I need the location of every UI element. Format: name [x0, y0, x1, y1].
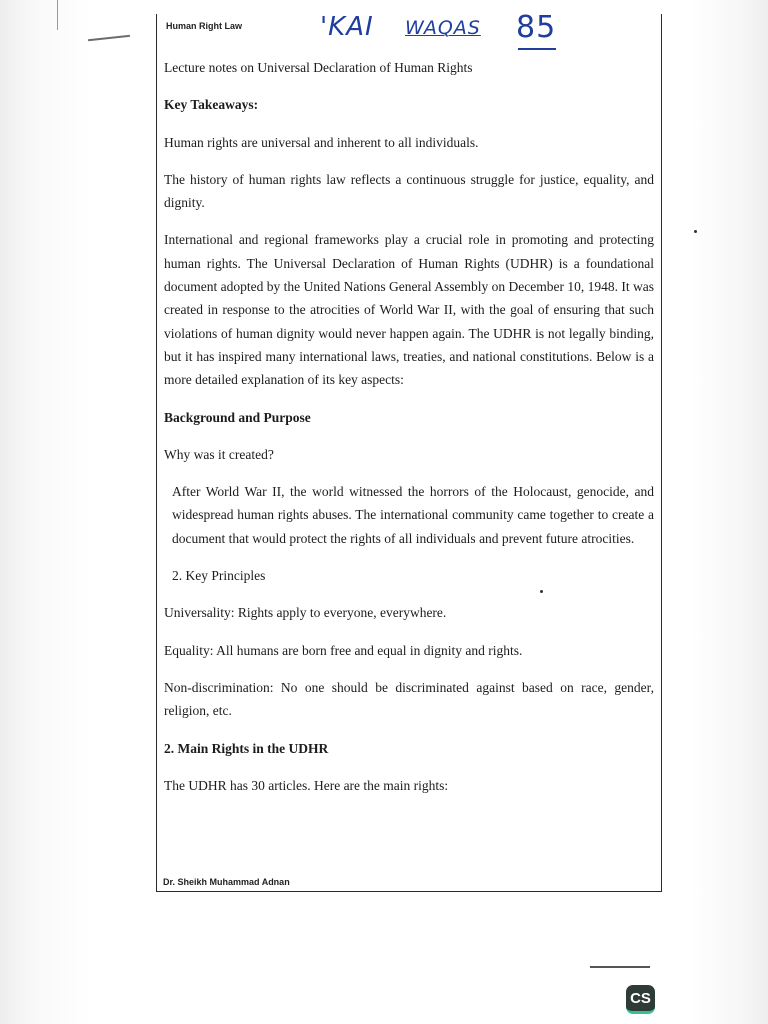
principle-non-discrimination: Non-discrimination: No one should be discriminated against based on race, gender, religion, etc.	[164, 679, 654, 719]
camscanner-logo-icon: CS	[626, 985, 655, 1014]
main-rights-heading: 2. Main Rights in the UDHR	[164, 740, 329, 756]
handwritten-roll-number: 85	[516, 10, 557, 45]
margin-line	[57, 0, 58, 30]
background-paragraph: After World War II, the world witnessed the horrors of the Holocaust, genocide, and widespread human rights abuses. The international community came together to create a document that would protect the rights of all individuals and prevent future atrocities.	[172, 484, 654, 546]
takeaway-history: The history of human rights law reflects a continuous struggle for justice, equality, and dignity.	[164, 171, 654, 211]
principle-universality: Universality: Rights apply to everyone, everywhere.	[164, 605, 447, 621]
key-principles-heading: 2. Key Principles	[172, 568, 266, 584]
key-takeaways-heading: Key Takeaways:	[164, 97, 259, 113]
takeaway-frameworks: International and regional frameworks play a crucial role in promoting and protecting human rights. The Universal Declaration of Human Rights (UDHR) is a foundational document adopted by the United Nations General Assembly on December 10, 1948. It was created in response to the atrocities of World War II, with the goal of ensuring that such violations of human dignity would never happen again. The UDHR is not legally binding, but it has inspired many international laws, treaties, and national constitutions. Below is a more detailed explanation of its key aspects:	[164, 232, 655, 388]
document-title: Lecture notes on Universal Declaration of Human Rights	[164, 60, 473, 75]
handwritten-name-first: 'KAI	[320, 12, 374, 42]
author-footer: Dr. Sheikh Muhammad Adnan	[163, 877, 290, 887]
document-body	[164, 56, 654, 797]
handwritten-name-second: WAQAS	[405, 17, 481, 39]
principle-equality: Equality: All humans are born free and equal in dignity and rights.	[164, 642, 523, 658]
speck	[694, 230, 697, 233]
takeaway-universal: Human rights are universal and inherent to all individuals.	[164, 134, 479, 150]
why-created-question: Why was it created?	[164, 446, 274, 462]
background-heading: Background and Purpose	[164, 409, 311, 425]
course-header: Human Right Law	[166, 21, 242, 31]
scan-edge-line	[590, 966, 650, 968]
articles-intro: The UDHR has 30 articles. Here are the main rights:	[164, 777, 449, 793]
speck	[540, 590, 543, 593]
roll-number-underline	[518, 48, 556, 50]
